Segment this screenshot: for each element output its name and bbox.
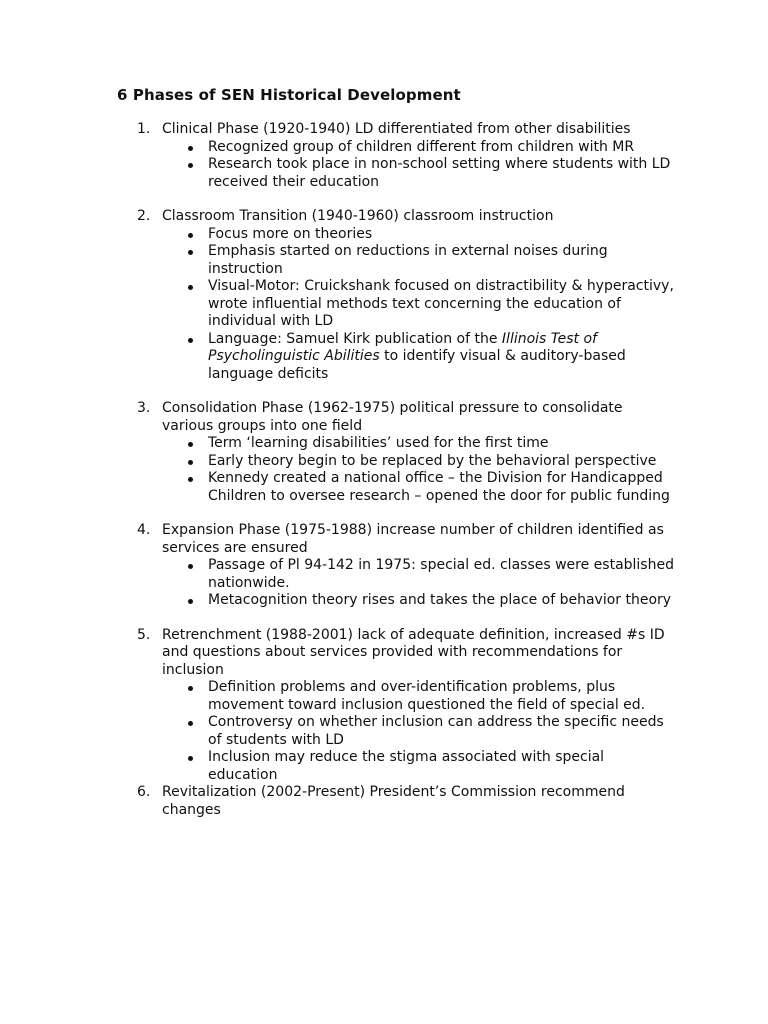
bullet-point — [162, 557, 677, 592]
bullet-text: Research took place in non-school setting where students with LD received their education — [208, 156, 671, 190]
phase-heading: Consolidation Phase (1962-1975) political pressure to consolidate various groups into one field — [162, 400, 623, 434]
bullet-text: Language: Samuel Kirk publication of the — [208, 330, 502, 347]
bullet-text: Early theory begin to be replaced by the behavioral perspective — [208, 452, 657, 469]
phase-item — [117, 627, 677, 785]
bullet-point — [162, 714, 677, 749]
bullet-point — [162, 435, 677, 453]
bullet-point — [162, 679, 677, 714]
phase-number: 3. — [137, 400, 151, 416]
phase-item — [117, 522, 677, 610]
bullet-point — [162, 156, 677, 191]
phase-number: 6. — [137, 784, 151, 800]
bullet-text: Kennedy created a national office – the Division for Handicapped Children to oversee research – opened the door for public funding — [208, 470, 670, 504]
bullet-text: Visual-Motor: Cruickshank focused on distractibility & hyperactivy, wrote influential methods text concerning the education of individual with LD — [208, 278, 674, 329]
phase-item — [117, 400, 677, 505]
bullet-point — [162, 749, 677, 784]
bullet-text-continued: to identify visual & auditory-based language deficits — [208, 348, 626, 382]
bullet-text: Controversy on whether inclusion can address the specific needs of students with LD — [208, 714, 664, 748]
phase-heading: Retrenchment (1988-2001) lack of adequate definition, increased #s ID and questions about services provided with recommendations for inclusion — [162, 626, 665, 678]
phase-number: 5. — [137, 626, 151, 643]
phase-number: 2. — [137, 208, 151, 224]
phase-points — [162, 557, 677, 610]
phase-list — [117, 121, 677, 819]
phase-item — [117, 121, 677, 191]
bullet-point — [162, 453, 677, 471]
phase-points — [162, 226, 677, 384]
bullet-point — [162, 470, 677, 505]
phase-number: 4. — [137, 522, 151, 538]
document-title: 6 Phases of SEN Historical Development — [117, 86, 461, 104]
bullet-text: Metacognition theory rises and takes the place of behavior theory — [208, 592, 672, 608]
phase-heading: Revitalization (2002-Present) President’s Commission recommend changes — [162, 784, 625, 818]
phase-heading: Clinical Phase (1920-1940) LD differentiated from other disabilities — [162, 121, 631, 137]
phase-number: 1. — [137, 121, 151, 137]
bullet-text: Definition problems and over-identification problems, plus movement toward inclusion questioned the field of special ed. — [208, 679, 646, 713]
bullet-text: Recognized group of children different from children with MR — [208, 138, 635, 155]
phase-points — [162, 679, 677, 784]
bullet-point — [162, 243, 677, 278]
bullet-italic-title: Illinois Test of Psycholinguistic Abilities — [208, 330, 597, 364]
phase-points — [162, 435, 677, 505]
bullet-text: Emphasis started on reductions in external noises during instruction — [208, 243, 608, 277]
phase-item — [117, 208, 677, 383]
phase-heading: Expansion Phase (1975-1988) increase number of children identified as services are ensured — [162, 522, 664, 556]
bullet-point — [162, 592, 677, 610]
bullet-point — [162, 139, 677, 157]
bullet-point — [162, 226, 677, 244]
bullet-text: Term ‘learning disabilities’ used for the first time — [208, 435, 549, 451]
phase-points — [162, 139, 677, 192]
phase-item — [117, 784, 677, 819]
bullet-point — [162, 331, 677, 384]
bullet-point — [162, 278, 677, 331]
phase-heading: Classroom Transition (1940-1960) classroom instruction — [162, 208, 554, 224]
bullet-text: Passage of Pl 94-142 in 1975: special ed. classes were established nationwide. — [208, 557, 674, 591]
bullet-text: Focus more on theories — [208, 225, 373, 242]
bullet-text: Inclusion may reduce the stigma associated with special education — [208, 749, 605, 783]
